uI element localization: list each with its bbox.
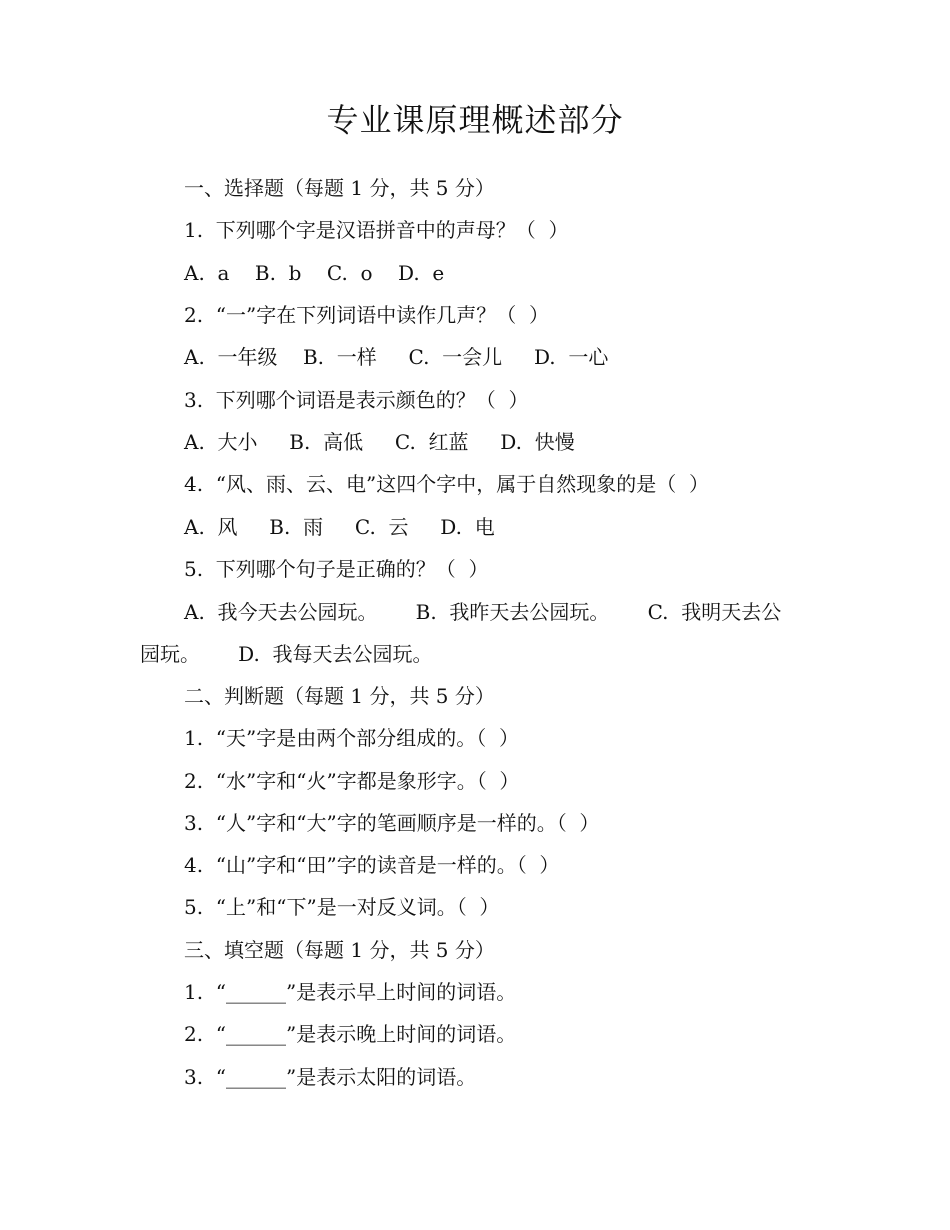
question-choice-3: 3. 下列哪个词语是表示颜色的？（ ） bbox=[184, 388, 529, 412]
options-choice-1: A. a B. b C. o D. e bbox=[184, 261, 445, 285]
question-fill-3: 3. “______”是表示太阳的词语。 bbox=[184, 1065, 477, 1089]
question-judgment-2: 2. “水”字和“火”字都是象形字。（ ） bbox=[184, 769, 520, 793]
options-choice-3: A. 大小 B. 高低 C. 红蓝 D. 快慢 bbox=[184, 430, 575, 454]
section-heading-choice: 一、选择题（每题 1 分，共 5 分） bbox=[184, 176, 495, 200]
section-heading-judgment: 二、判断题（每题 1 分，共 5 分） bbox=[184, 684, 495, 708]
options-choice-4: A. 风 B. 雨 C. 云 D. 电 bbox=[184, 515, 495, 539]
question-choice-2: 2. “一”字在下列词语中读作几声？（ ） bbox=[184, 303, 549, 327]
question-judgment-3: 3. “人”字和“大”字的笔画顺序是一样的。（ ） bbox=[184, 811, 600, 835]
question-choice-4: 4. “风、雨、云、电”这四个字中，属于自然现象的是（ ） bbox=[184, 472, 709, 496]
question-choice-1: 1. 下列哪个字是汉语拼音中的声母？（ ） bbox=[184, 218, 569, 242]
question-choice-5: 5. 下列哪个句子是正确的？（ ） bbox=[184, 557, 489, 581]
question-judgment-1: 1. “天”字是由两个部分组成的。（ ） bbox=[184, 726, 519, 750]
question-judgment-4: 4. “山”字和“田”字的读音是一样的。（ ） bbox=[184, 853, 560, 877]
question-judgment-5: 5. “上”和“下”是一对反义词。（ ） bbox=[184, 895, 500, 919]
options-choice-2: A. 一年级 B. 一样 C. 一会儿 D. 一心 bbox=[184, 345, 609, 369]
question-fill-1: 1. “______”是表示早上时间的词语。 bbox=[184, 980, 517, 1004]
page-title: 专业课原理概述部分 bbox=[326, 101, 624, 139]
question-fill-2: 2. “______”是表示晚上时间的词语。 bbox=[184, 1022, 517, 1046]
section-heading-fill: 三、填空题（每题 1 分，共 5 分） bbox=[184, 938, 495, 962]
options-choice-5-line1: A. 我今天去公园玩。 B. 我昨天去公园玩。 C. 我明天去公 bbox=[184, 600, 782, 624]
options-choice-5-line2: 园玩。 D. 我每天去公园玩。 bbox=[140, 642, 433, 666]
